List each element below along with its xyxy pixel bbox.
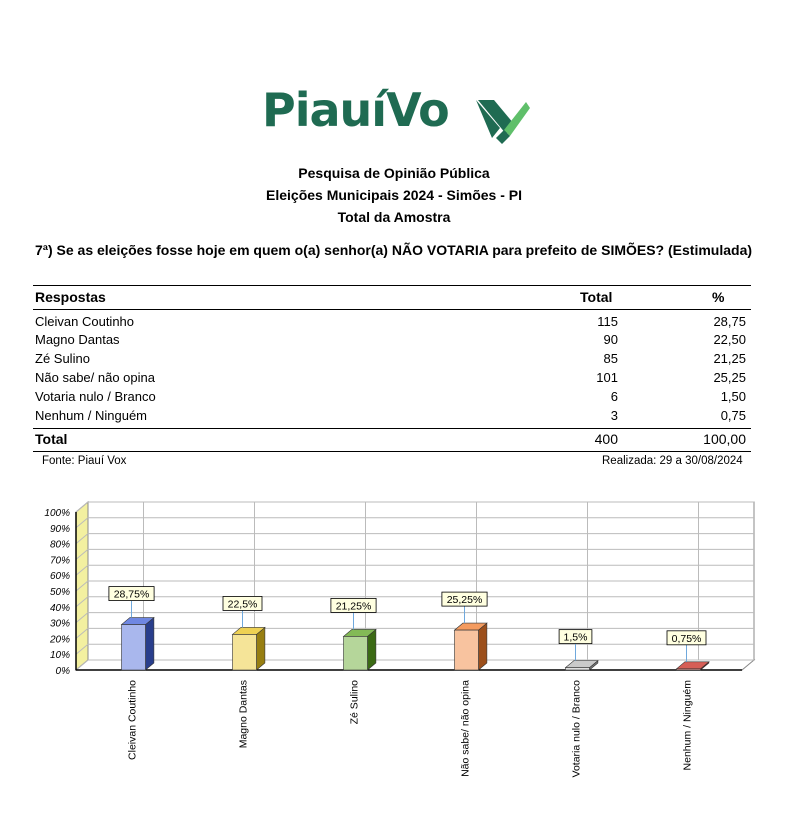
row-total: 101	[596, 370, 618, 385]
y-tick-label: 80%	[49, 539, 70, 551]
bar	[122, 625, 146, 670]
bar	[233, 634, 257, 670]
row-pct: 0,75	[720, 408, 746, 423]
bar-chart	[30, 500, 760, 820]
row-total: 90	[603, 332, 618, 347]
row-total: 115	[597, 314, 618, 329]
row-label: Magno Dantas	[35, 332, 120, 347]
data-label: 25,25%	[446, 594, 483, 607]
y-tick-label: 0%	[55, 666, 70, 677]
bar	[677, 669, 701, 670]
table-bottom-rule	[33, 451, 751, 452]
row-total: 6	[610, 389, 618, 404]
x-tick-label: Magno Dantas	[237, 680, 250, 749]
row-pct: 28,75	[713, 314, 746, 329]
bar-side	[257, 627, 265, 670]
y-tick-label: 70%	[49, 555, 70, 567]
check-x-mark-icon	[470, 90, 530, 146]
y-tick-label: 90%	[49, 523, 70, 535]
table-top-rule	[33, 285, 751, 286]
row-pct: 1,50	[720, 389, 746, 404]
row-pct: 22,50	[713, 332, 746, 347]
row-total: 3	[610, 408, 618, 423]
sample-label: Total da Amostra	[337, 209, 451, 225]
bar	[566, 668, 590, 670]
date-note: Realizada: 29 a 30/08/2024	[602, 455, 743, 467]
table-total-rule	[33, 428, 751, 429]
bar-side	[479, 623, 487, 670]
question-text: 7ª) Se as eleições fosse hoje em quem o(a) senhor(a) NÃO VOTARIA para prefeito de SIMÕES? (Estimulada)	[35, 242, 753, 258]
y-tick-label: 20%	[49, 634, 70, 646]
data-label: 1,5%	[563, 631, 588, 644]
row-label: Não sabe/ não opina	[35, 370, 155, 385]
x-tick-label: Cleivan Coutinho	[126, 680, 139, 760]
col-header-respostas: Respostas	[35, 289, 106, 305]
y-tick-label: 50%	[49, 587, 70, 598]
bar	[455, 630, 479, 670]
x-tick-label: Votaria nulo / Branco	[570, 680, 583, 778]
bar-side	[146, 618, 154, 670]
total-label: Total	[35, 431, 68, 447]
y-tick-label: 30%	[49, 618, 70, 630]
x-tick-label: Não sabe/ não opina	[459, 680, 472, 777]
row-pct: 25,25	[713, 370, 746, 385]
y-tick-label: 10%	[49, 650, 70, 662]
row-label: Nenhum / Ninguém	[35, 408, 147, 423]
data-label: 0,75%	[671, 632, 702, 645]
col-header-total: Total	[580, 289, 613, 305]
y-tick-label: 100%	[44, 508, 70, 519]
chart-floor	[76, 660, 754, 670]
election-subtitle: Eleições Municipais 2024 - Simões - PI	[266, 187, 522, 203]
x-tick-label: Zé Sulino	[348, 680, 361, 725]
bar	[344, 636, 368, 670]
data-label: 28,75%	[113, 588, 150, 601]
x-tick-label: Nenhum / Ninguém	[681, 680, 694, 771]
total-value: 400	[594, 431, 618, 447]
survey-title: Pesquisa de Opinião Pública	[298, 165, 490, 181]
y-tick-label: 40%	[49, 602, 70, 614]
col-header-pct: %	[712, 289, 725, 305]
data-label: 21,25%	[335, 600, 372, 613]
row-total: 85	[603, 351, 618, 366]
piauivox-logo	[262, 82, 532, 152]
logo-text: PiauíVo	[262, 83, 449, 137]
y-tick-label: 60%	[49, 571, 70, 583]
row-label: Cleivan Coutinho	[35, 314, 135, 329]
row-label: Votaria nulo / Branco	[35, 389, 156, 404]
source-note: Fonte: Piauí Vox	[42, 455, 127, 467]
data-label: 22,5%	[227, 598, 258, 611]
row-pct: 21,25	[713, 351, 746, 366]
table-header-rule	[33, 309, 751, 310]
total-pct: 100,00	[703, 431, 746, 447]
row-label: Zé Sulino	[35, 351, 90, 366]
